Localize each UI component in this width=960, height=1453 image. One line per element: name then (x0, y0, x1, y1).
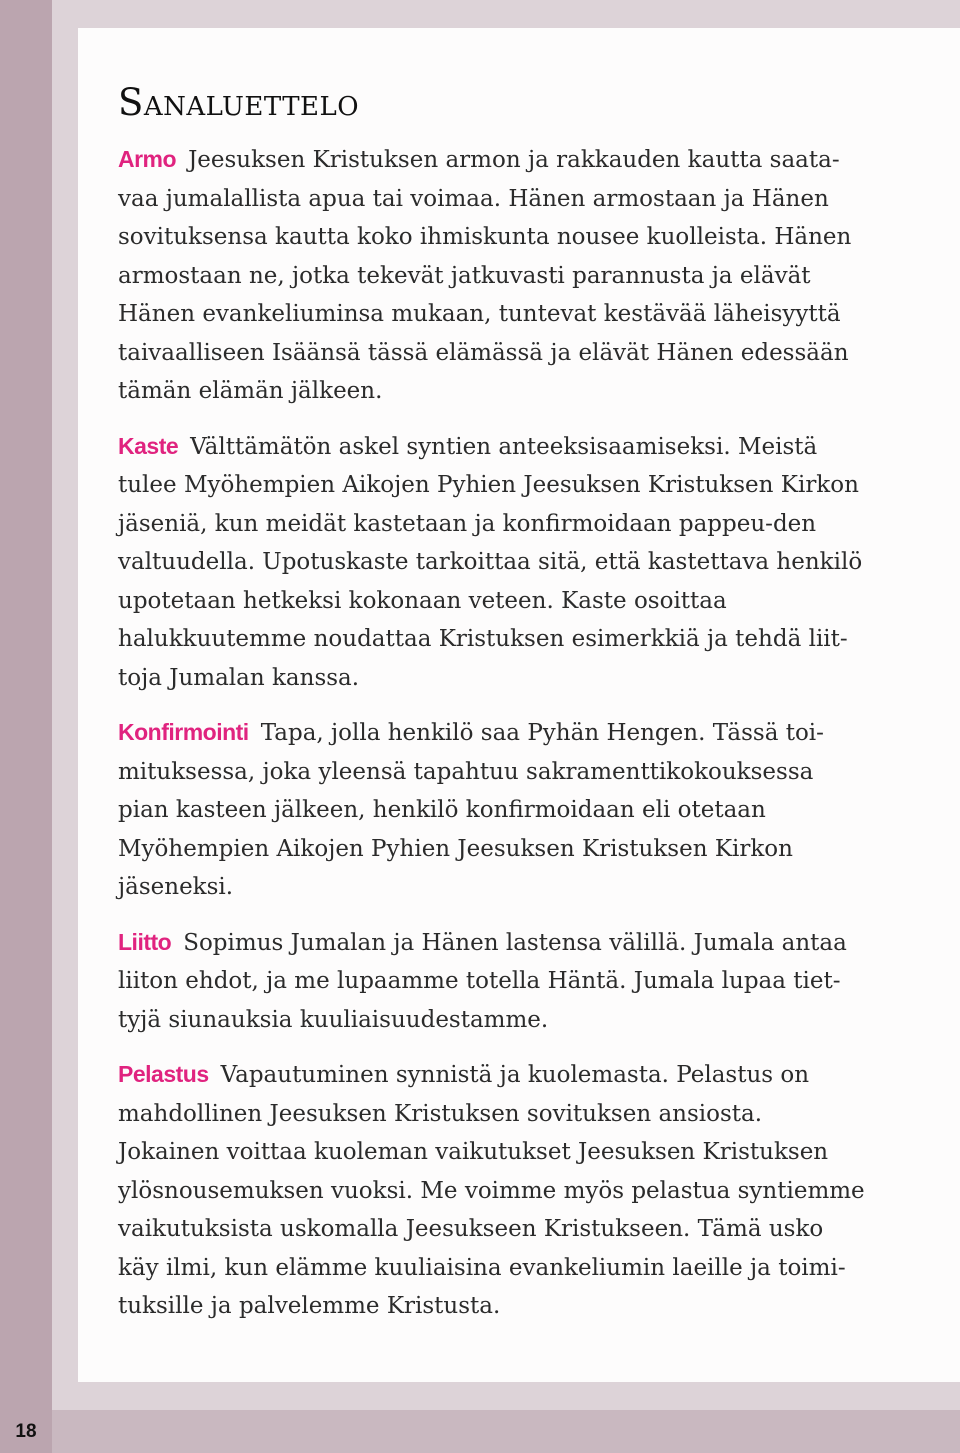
glossary-entry-liitto (118, 923, 868, 1040)
glossary-term: Pelastus (118, 1061, 209, 1087)
glossary-term: Armo (118, 146, 177, 172)
glossary-entry-kaste (118, 427, 868, 698)
glossary-entry-pelastus (118, 1055, 868, 1326)
page-number: 18 (15, 1420, 37, 1442)
glossary-definition: Vapautuminen synnistä ja kuolemasta. Pelastus on mahdollinen Jeesuksen Kristuksen sovituksen ansiosta. Jokainen voittaa kuoleman vaikutukset Jeesuksen Kristuksen ylösnousemuksen vuoksi. Me voimme myös pelastua syntiemme vaikutuksista uskomalla Jeesukseen Kristukseen. Tämä usko käy ilmi, kun elämme kuuliaisina evankeliumin laeille ja toimi-tuksille ja palvelemme Kristusta. (118, 1062, 865, 1319)
glossary-content (118, 80, 868, 1342)
glossary-term: Kaste (118, 432, 179, 459)
glossary-page (78, 28, 960, 1382)
glossary-term: Liitto (118, 928, 172, 955)
left-margin-strip (0, 0, 52, 1453)
page-title: Sanaluettelo (118, 81, 360, 124)
glossary-definition: Sopimus Jumalan ja Hänen lastensa välillä. Jumala antaa liiton ehdot, ja me lupaamme totella Häntä. Jumala lupaa tiet-tyjä siunauksia kuuliaisuudestamme. (118, 929, 847, 1033)
glossary-entry-konfirmointi (118, 713, 868, 907)
glossary-definition: Jeesuksen Kristuksen armon ja rakkauden kautta saata-vaa jumalallista apua tai voimaa. Hänen armostaan ja Hänen sovituksensa kautta koko ihmiskunta nousee kuolleista. Hänen armostaan ne, jotka tekevät jatkuvasti parannusta ja elävät Hänen evankeliuminsa mukaan, tuntevat kestävää läheisyyttä taivaalliseen Isäänsä tässä elämässä ja elävät Hänen edessään tämän elämän jälkeen. (118, 147, 852, 404)
glossary-definition: Tapa, jolla henkilö saa Pyhän Hengen. Tässä toi-mituksessa, joka yleensä tapahtuu sakramenttikokouksessa pian kasteen jälkeen, henkilö konfirmoidaan eli otetaan Myöhempien Aikojen Pyhien Jeesuksen Kristuksen Kirkon jäseneksi. (118, 720, 824, 900)
glossary-entry-armo (118, 140, 868, 411)
glossary-term: Konfirmointi (118, 719, 249, 745)
bottom-band (52, 1410, 960, 1453)
glossary-definition: Välttämätön askel syntien anteeksisaamiseksi. Meistä tulee Myöhempien Aikojen Pyhien Jeesuksen Kristuksen Kirkon jäseniä, kun meidät kastetaan ja konfirmoidaan pappeu-den valtuudella. Upotuskaste tarkoittaa sitä, että kastettava henkilö upotetaan hetkeksi kokonaan veteen. Kaste osoittaa halukkuutemme noudattaa Kristuksen esimerkkiä ja tehdä liit-toja Jumalan kanssa. (118, 433, 863, 691)
